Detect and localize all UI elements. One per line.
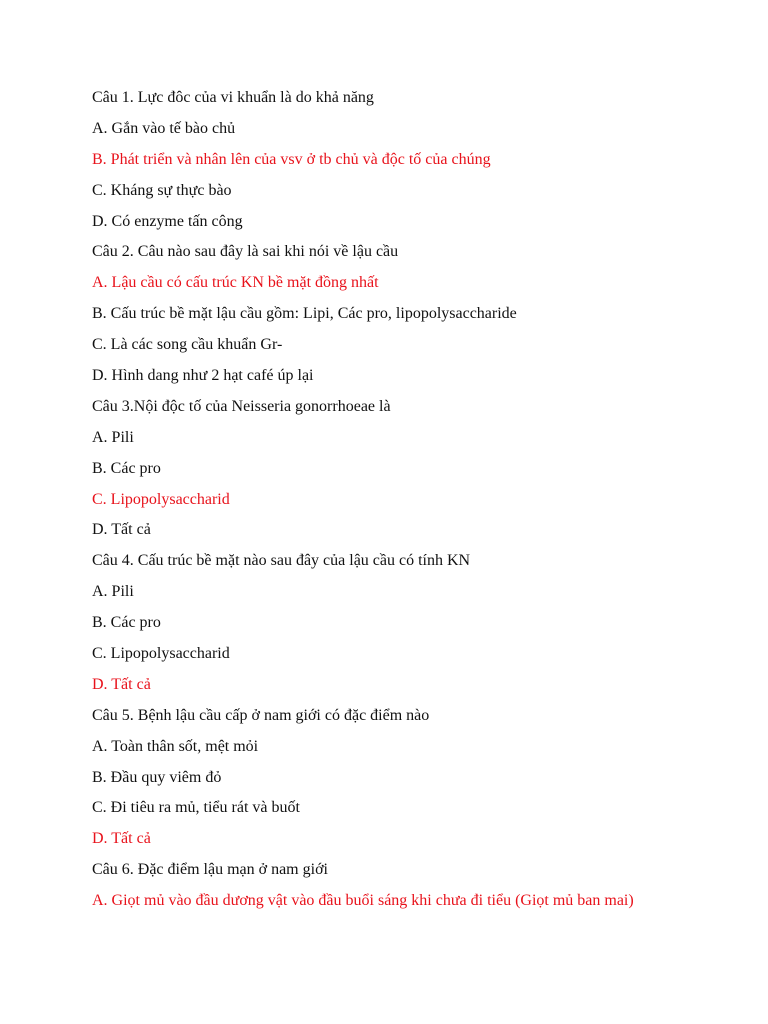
answer-option: A. Pili (92, 428, 134, 446)
question-text: Câu 3.Nội độc tố của Neisseria gonorrhoeae là (92, 397, 391, 415)
question-text: Câu 6. Đặc điểm lậu mạn ở nam giới (92, 861, 328, 879)
answer-option: B. Cấu trúc bề mặt lậu cầu gồm: Lipi, Các pro, lipopolysaccharide (92, 305, 517, 323)
question-text: Câu 1. Lực đôc của vi khuẩn là do khả năng (92, 89, 374, 106)
correct-answer-option: D. Tất cả (92, 675, 151, 693)
answer-option: A. Gắn vào tế bào chủ (92, 119, 236, 137)
document-body (92, 86, 682, 920)
question-block (92, 704, 682, 851)
answer-option: D. Hình dang như 2 hạt café úp lại (92, 367, 314, 385)
question-text: Câu 4. Cấu trúc bề mặt nào sau đây của lậu cầu có tính KN (92, 552, 471, 570)
question-block (92, 549, 682, 696)
answer-option: D. Tất cả (92, 521, 151, 539)
answer-option: C. Lipopolysaccharid (92, 645, 230, 663)
answer-option: C. Kháng sự thực bào (92, 181, 232, 199)
correct-answer-option: B. Phát triển và nhân lên của vsv ở tb chủ và độc tố của chúng (92, 150, 491, 168)
question-block (92, 240, 682, 387)
answer-option: B. Các pro (92, 614, 161, 632)
correct-answer-option: D. Tất cả (92, 830, 151, 848)
correct-answer-option: C. Lipopolysaccharid (92, 490, 230, 508)
answer-option: B. Các pro (92, 459, 161, 477)
answer-option: B. Đầu quy viêm đỏ (92, 768, 222, 786)
correct-answer-option: A. Lậu cầu có cấu trúc KN bề mặt đồng nhất (92, 274, 379, 292)
question-block (92, 395, 682, 542)
question-block (92, 86, 682, 233)
answer-option: A. Pili (92, 583, 134, 601)
answer-option: D. Có enzyme tấn công (92, 212, 243, 230)
question-text: Câu 2. Câu nào sau đây là sai khi nói về lậu cầu (92, 243, 399, 261)
correct-answer-option: A. Giọt mủ vào đầu dương vật vào đầu buổi sáng khi chưa đi tiểu (Giọt mủ ban mai) (92, 892, 634, 910)
question-text: Câu 5. Bệnh lậu cầu cấp ở nam giới có đặc điểm nào (92, 706, 430, 724)
answer-option: C. Đi tiêu ra mủ, tiểu rát và buốt (92, 799, 300, 817)
answer-option: C. Là các song cầu khuẩn Gr- (92, 336, 283, 354)
answer-option: A. Toàn thân sốt, mệt mỏi (92, 737, 259, 755)
question-block (92, 858, 682, 912)
